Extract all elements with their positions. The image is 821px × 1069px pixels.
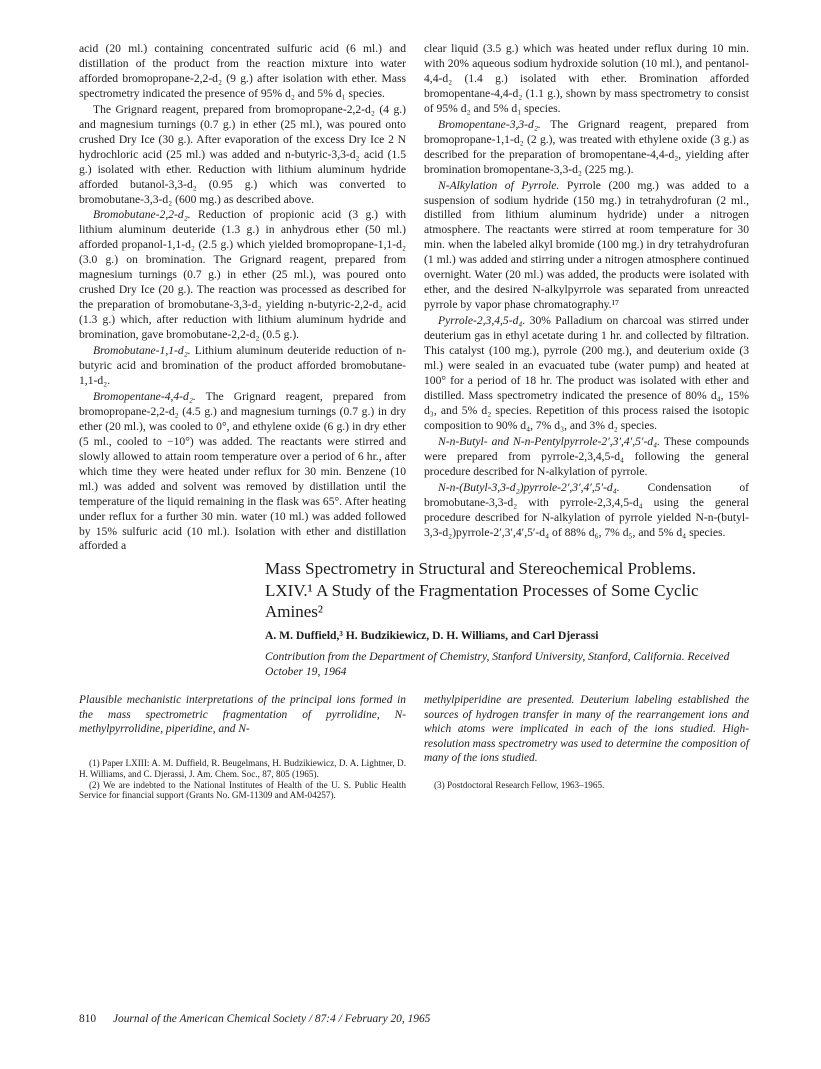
paragraph-body: Reduction of propionic acid (3 g.) with lithium aluminum deuteride (1.3 g.) in anhydrous ether (50 ml.) afforded propanol-1,1-d₂ (2.5 g.) which yielded bromopropane-1,1-d₂ (3.0 g.) on bromination. The Grignard reagent, prepared from magnesium turnings (0.7 g.) in ether (25 ml.), was poured onto crushed Dry Ice (20 g.). The reaction was processed as described for the preparation of bromobutane-3,3-d₂ yielding n-butyric-2,2-d₂ acid (1.3 g.) which, after reduction with lithium aluminum hydride and bromination, gave bromobutane-2,2-d₂ (0.5 g.). — [79, 208, 406, 342]
author-list: A. M. Duffield,³ H. Budzikiewicz, D. H. Williams, and Carl Djerassi — [265, 629, 599, 642]
paragraph-body: Condensation of bromobutane-3,3-d₂ with pyrrole-2,3,4,5-d₄ using the general procedure described for N-alkylation of pyrrole yielded N-n-(butyl-3,3-d₂)pyrrole-2′,3′,4′,5′-d₄ of 88% d₆, 7% d₅, and 5% d₄ species. — [424, 480, 749, 539]
paragraph-body: The Grignard reagent, prepared from bromopropane-2,2-d₂ (4.5 g.) and magnesium turnings (0.7 g.) in dry ether (20 ml.), was cooled to 0°, and ethylene oxide (6 g.) in dry ether (5 ml., cooled to −10°) was added. The reactants were stirred and slowly allowed to attain room temperature over a period of 6 hr., after which time they were heated under reflux for 30 min. Benzene (10 ml.) was added and solvent was removed by distillation until the temperature of the liquid remaining in the flask was 65°. After heating under reflux for a further 30 min. water (10 ml.) was added followed by 15% sulfuric acid (10 ml.). Isolation with ether and distillation afforded a — [79, 389, 406, 553]
journal-citation: Journal of the American Chemical Society / 87:4 / February 20, 1965 — [112, 1013, 431, 1025]
footnote: (2) We are indebted to the National Institutes of Health of the U. S. Public Health Service for financial support (Grants No. GM-11309 and AM-04257). — [79, 779, 406, 801]
left-text-column — [79, 42, 406, 554]
section-heading: Bromopentane-3,3-d₂. — [438, 117, 541, 131]
footnotes — [79, 758, 406, 801]
paragraph: clear liquid (3.5 g.) which was heated under reflux during 10 min. with 20% aqueous sodium hydroxide solution (10 ml.), and pentanol-4,4-d₂ (1.4 g.) isolated with ether. Bromination afforded bromopentane-4,4-d₂ (1.1 g.), shown by mass spectrometry to consist of 95% d₂ and 5% d₁ species. — [424, 42, 749, 115]
paragraph — [79, 208, 406, 343]
section-heading: N-n-(Butyl-3,3-d₂)pyrrole-2′,3′,4′,5′-d₄. — [438, 480, 620, 494]
section-heading: N-Alkylation of Pyrrole. — [438, 178, 560, 192]
footnote: (1) Paper LXIII: A. M. Duffield, R. Beugelmans, H. Budzikiewicz, D. A. Lightner, D. H. Williams, and C. Djerassi, J. Am. Chem. Soc., 87, 805 (1965). — [79, 758, 406, 779]
paragraph: The Grignard reagent, prepared from bromopropane-2,2-d₂ (4 g.) and magnesium turnings (0.7 g.) in ether (25 ml.), was poured onto crushed Dry Ice (30 g.). After evaporation of the excess Dry Ice 2 N hydrochloric acid (25 ml.) was added and n-butyric-3,3-d₂ acid (1.5 g.) isolated with ether. Reduction with lithium aluminum hydride afforded butanol-3,3-d₂ (0.95 g.) which was converted to bromobutane-3,3-d₂ (600 mg.) as described above. — [79, 102, 406, 206]
paragraph-body: 30% Palladium on charcoal was stirred under deuterium gas in ethyl acetate during 1 hr. and collected by filtration. This catalyst (100 mg.), pyrrole (200 mg.), and deuterium oxide (3 ml.) were sealed in an evacuated tube (water pump) and heated at 100° for a period of 18 hr. The product was isolated with ether and distilled. Mass spectrometry indicated the presence of 80% d₄, 15% d₃, and 5% d₂ species. Repetition of this process raised the isotopic composition to 90% d₄, 7% d₃, and 3% d₂ species. — [424, 314, 749, 432]
paragraph — [424, 481, 749, 541]
paragraph-body: The Grignard reagent, prepared from bromopropane-1,1-d₂ (2 g.), was treated with ethylene oxide (3 g.) as described for the preparation of bromopentane-4,4-d₂, yielding after bromination bromopentane-3,3-d₂ (225 mg.). — [424, 117, 749, 176]
section-heading: Bromobutane-2,2-d₂. — [93, 208, 191, 222]
abstract-left: Plausible mechanistic interpretations of the principal ions formed in the mass spectrometric fragmentation of pyrrolidine, N-methylpyrrolidine, piperidine, and N- — [79, 694, 406, 736]
paragraph-body: These compounds were prepared from pyrrole-2,3,4,5-d₄ following the general procedure described for N-alkylation of pyrrole. — [424, 434, 750, 478]
footnote: (3) Postdoctoral Research Fellow, 1963–1965. — [434, 780, 605, 790]
paragraph-body: Pyrrole (200 mg.) was added to a suspension of sodium hydride (150 mg.) in tetrahydrofuran (2 ml., distilled from lithium aluminum hydride) under a nitrogen atmosphere. The reactants were stirred at room temperature for 30 min. when the labeled alkyl bromide (100 mg.) in dry tetrahydrofuran (1 ml.) was added and stirring under a nitrogen atmosphere continued overnight. Water (20 ml.) was added, the products were isolated with ether, and the desired N-alkylpyrrole was separated from unreacted pyrrole by vapor phase chromatography.¹⁷ — [424, 178, 749, 312]
page-footer — [79, 1013, 759, 1025]
page-number: 810 — [79, 1013, 97, 1025]
article-title: Mass Spectrometry in Structural and Stereochemical Problems. LXIV.¹ A Study of the Fragmentation Processes of Some Cyclic Amines² — [265, 559, 699, 622]
section-heading: N-n-Butyl- and N-n-Pentylpyrrole-2′,3′,4′,5′-d₄. — [438, 434, 661, 448]
paragraph — [79, 344, 406, 389]
section-heading: Pyrrole-2,3,4,5-d₄. — [438, 314, 526, 328]
affiliation: Contribution from the Department of Chemistry, Stanford University, Stanford, California. Received October 19, 1964 — [265, 650, 730, 678]
paragraph — [424, 179, 749, 314]
abstract-right: methylpiperidine are presented. Deuterium labeling established the sources of hydrogen transfer in many of the rearrangement ions and which atoms were implicated in each of the ions studied. High-resolution mass spectrometry was used to determine the composition of many of the ions studied. — [424, 694, 749, 765]
paragraph — [79, 390, 406, 554]
paragraph — [424, 314, 749, 434]
paragraph: acid (20 ml.) containing concentrated sulfuric acid (6 ml.) and distillation of the product from the reaction mixture into water afforded bromopropane-2,2-d₂ (9 g.) after isolation with ether. Mass spectrometry indicated the presence of 95% d₂ and 5% d₁ species. — [79, 42, 406, 100]
section-heading: Bromopentane-4,4-d₂. — [93, 389, 196, 403]
paragraph-body: Lithium aluminum deuteride reduction of n-butyric acid and bromination of the product afforded bromobutane-1,1-d₂. — [79, 344, 406, 387]
paragraph — [424, 118, 749, 178]
paragraph — [424, 435, 749, 480]
section-heading: Bromobutane-1,1-d₂. — [93, 344, 191, 358]
right-text-column — [424, 42, 749, 540]
